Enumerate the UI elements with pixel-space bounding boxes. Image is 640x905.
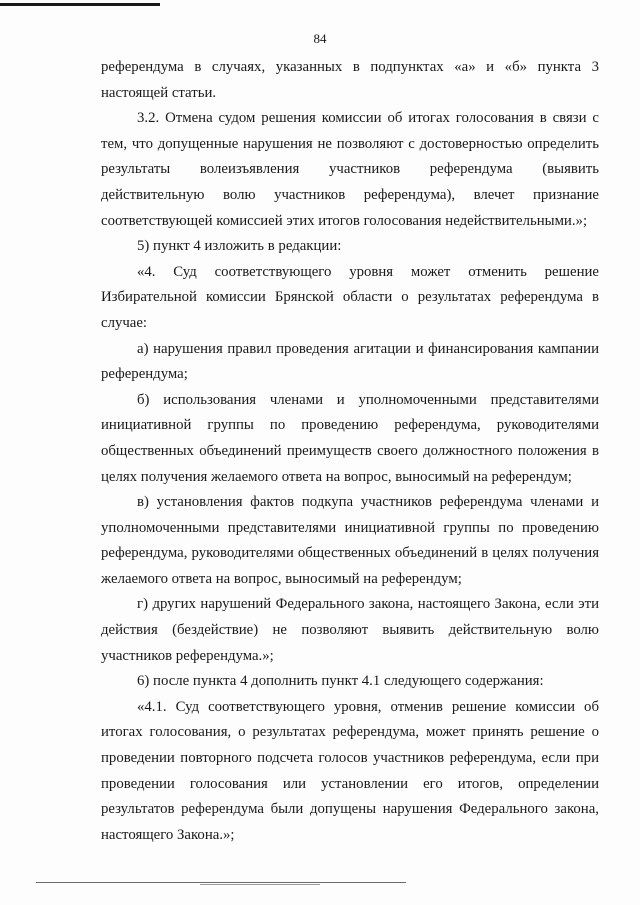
paragraph-item-6: 6) после пункта 4 дополнить пункт 4.1 следующего содержания: (137, 673, 544, 690)
paragraph-point-4: «4. Суд соответствующего уровня может отменить решение Избирательной комиссии Брянской области о результатах референдума в случае: (101, 263, 599, 331)
paragraph-continuation: референдума в случаях, указанных в подпунктах «а» и «б» пункта 3 настоящей статьи. (101, 59, 599, 101)
paragraph-subitem-g: г) других нарушений Федерального закона, настоящего Закона, если эти действия (бездействие) не позволяют выявить действительную волю участников референдума.»; (101, 596, 599, 664)
bottom-rule-dash (200, 884, 320, 885)
bottom-rule (36, 882, 406, 883)
paragraph-subitem-a: а) нарушения правил проведения агитации и финансирования кампании референдума; (101, 340, 599, 383)
page-number: 84 (313, 31, 327, 46)
paragraph-3-2: 3.2. Отмена судом решения комиссии об итогах голосования в связи с тем, что допущенные нарушения не позволяют с достоверностью определить результаты волеизъявления участников референдума (выявить действительную волю участников референдума), влечет признание соответствующей комиссией этих итогов голосования недействительными.»; (101, 110, 599, 229)
paragraph-item-5: 5) пункт 4 изложить в редакции: (137, 238, 342, 255)
paragraph-subitem-v: в) установления фактов подкупа участников референдума членами и уполномоченными представителями инициативной группы по проведению референдума, руководителями общественных объединений в целях получения желаемого ответа на вопрос, выносимый на референдум; (101, 494, 599, 587)
paragraph-point-4-1: «4.1. Суд соответствующего уровня, отменив решение комиссии об итогах голосования, о результатах референдума, может принять решение о проведении повторного подсчета голосов участников референдума, если при проведении голосования или установлении его итогов, определении результатов референдума были допущены нарушения Федерального закона, настоящего Закона.»; (101, 698, 599, 843)
body-text (101, 55, 599, 848)
paragraph-subitem-b: б) использования членами и уполномоченными представителями инициативной группы по проведению референдума, руководителями общественных объединений преимуществ своего должностного положения в целях получения желаемого ответа на вопрос, выносимый на референдум; (101, 391, 599, 485)
top-rule (0, 3, 160, 6)
